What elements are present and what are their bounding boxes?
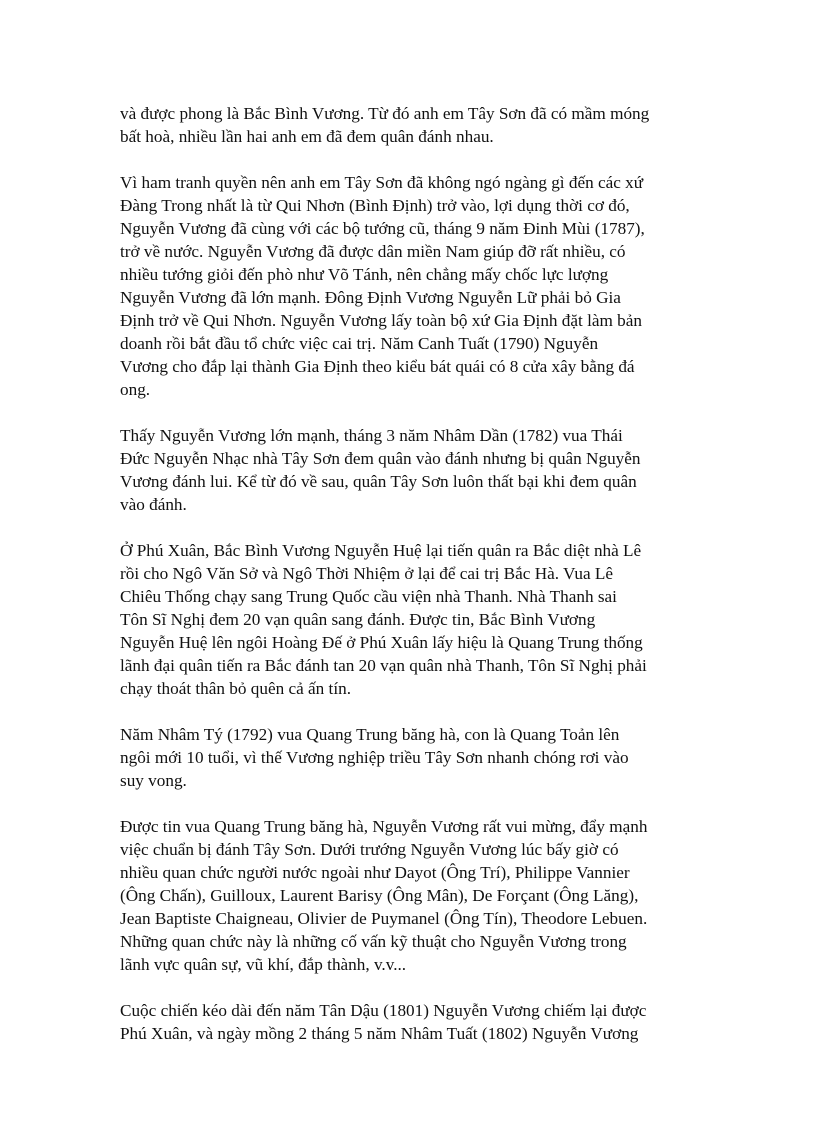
text-line: Nguyễn Vương đã lớn mạnh. Đông Định Vương Nguyễn Lữ phải bỏ Gia bbox=[120, 288, 621, 307]
text-line: trở về nước. Nguyễn Vương đã được dân miền Nam giúp đỡ rất nhiều, có bbox=[120, 242, 626, 261]
text-line: việc chuẩn bị đánh Tây Sơn. Dưới trướng Nguyễn Vương lúc bấy giờ có bbox=[120, 840, 619, 859]
text-line: vào đánh. bbox=[120, 495, 187, 514]
text-line: nhiều quan chức người nước ngoài như Dayot (Ông Trí), Philippe Vannier bbox=[120, 863, 630, 882]
text-line: Vương đánh lui. Kể từ đó về sau, quân Tây Sơn luôn thất bại khi đem quân bbox=[120, 472, 637, 491]
text-line: Đức Nguyễn Nhạc nhà Tây Sơn đem quân vào đánh nhưng bị quân Nguyễn bbox=[120, 449, 641, 468]
text-line: Cuộc chiến kéo dài đến năm Tân Dậu (1801) Nguyễn Vương chiếm lại được bbox=[120, 1001, 647, 1020]
text-line: (Ông Chấn), Guilloux, Laurent Barisy (Ông Mân), De Forçant (Ông Lăng), bbox=[120, 886, 639, 905]
text-line: Được tin vua Quang Trung băng hà, Nguyễn Vương rất vui mừng, đẩy mạnh bbox=[120, 817, 648, 836]
text-line: Thấy Nguyễn Vương lớn mạnh, tháng 3 năm Nhâm Dần (1782) vua Thái bbox=[120, 426, 623, 445]
text-line: Tôn Sĩ Nghị đem 20 vạn quân sang đánh. Được tin, Bắc Bình Vương bbox=[120, 610, 596, 629]
text-line: rồi cho Ngô Văn Sở và Ngô Thời Nhiệm ở lại để cai trị Bắc Hà. Vua Lê bbox=[120, 564, 614, 583]
text-line: và được phong là Bắc Bình Vương. Từ đó anh em Tây Sơn đã có mầm móng bbox=[120, 104, 650, 123]
text-line: ong. bbox=[120, 380, 151, 399]
paragraph bbox=[120, 999, 700, 1045]
text-line: nhiều tướng giỏi đến phò như Võ Tánh, nên chẳng mấy chốc lực lượng bbox=[120, 265, 609, 284]
text-line: ngôi mới 10 tuổi, vì thế Vương nghiệp triều Tây Sơn nhanh chóng rơi vào bbox=[120, 748, 629, 767]
text-line: Vì ham tranh quyền nên anh em Tây Sơn đã không ngó ngàng gì đến các xứ bbox=[120, 173, 644, 192]
paragraph bbox=[120, 424, 700, 516]
text-line: Những quan chức này là những cố vấn kỹ thuật cho Nguyễn Vương trong bbox=[120, 932, 627, 951]
text-line: Ở Phú Xuân, Bắc Bình Vương Nguyễn Huệ lại tiến quân ra Bắc diệt nhà Lê bbox=[120, 541, 642, 560]
text-line: lãnh vực quân sự, vũ khí, đắp thành, v.v... bbox=[120, 955, 407, 974]
text-line: Năm Nhâm Tý (1792) vua Quang Trung băng hà, con là Quang Toản lên bbox=[120, 725, 620, 744]
document-body bbox=[120, 102, 700, 1068]
paragraph bbox=[120, 815, 700, 976]
text-line: Phú Xuân, và ngày mồng 2 tháng 5 năm Nhâm Tuất (1802) Nguyễn Vương bbox=[120, 1024, 639, 1043]
text-line: Đàng Trong nhất là từ Qui Nhơn (Bình Định) trở vào, lợi dụng thời cơ đó, bbox=[120, 196, 630, 215]
paragraph bbox=[120, 171, 700, 401]
text-line: Vương cho đắp lại thành Gia Định theo kiểu bát quái có 8 cửa xây bằng đá bbox=[120, 357, 635, 376]
text-line: Chiêu Thống chạy sang Trung Quốc cầu viện nhà Thanh. Nhà Thanh sai bbox=[120, 587, 617, 606]
paragraph bbox=[120, 539, 700, 700]
text-line: bất hoà, nhiều lần hai anh em đã đem quân đánh nhau. bbox=[120, 127, 494, 146]
text-line: Định trở về Qui Nhơn. Nguyễn Vương lấy toàn bộ xứ Gia Định đặt làm bản bbox=[120, 311, 642, 330]
text-line: chạy thoát thân bỏ quên cả ấn tín. bbox=[120, 679, 351, 698]
text-line: lãnh đại quân tiến ra Bắc đánh tan 20 vạn quân nhà Thanh, Tôn Sĩ Nghị phải bbox=[120, 656, 647, 675]
paragraph bbox=[120, 102, 700, 148]
text-line: suy vong. bbox=[120, 771, 187, 790]
text-line: doanh rồi bắt đầu tổ chức việc cai trị. Năm Canh Tuất (1790) Nguyễn bbox=[120, 334, 599, 353]
text-line: Nguyễn Huệ lên ngôi Hoàng Đế ở Phú Xuân lấy hiệu là Quang Trung thống bbox=[120, 633, 643, 652]
text-line: Jean Baptiste Chaigneau, Olivier de Puymanel (Ông Tín), Theodore Lebuen. bbox=[120, 909, 648, 928]
text-line: Nguyễn Vương đã cùng với các bộ tướng cũ, tháng 9 năm Đinh Mùi (1787), bbox=[120, 219, 645, 238]
paragraph bbox=[120, 723, 700, 792]
